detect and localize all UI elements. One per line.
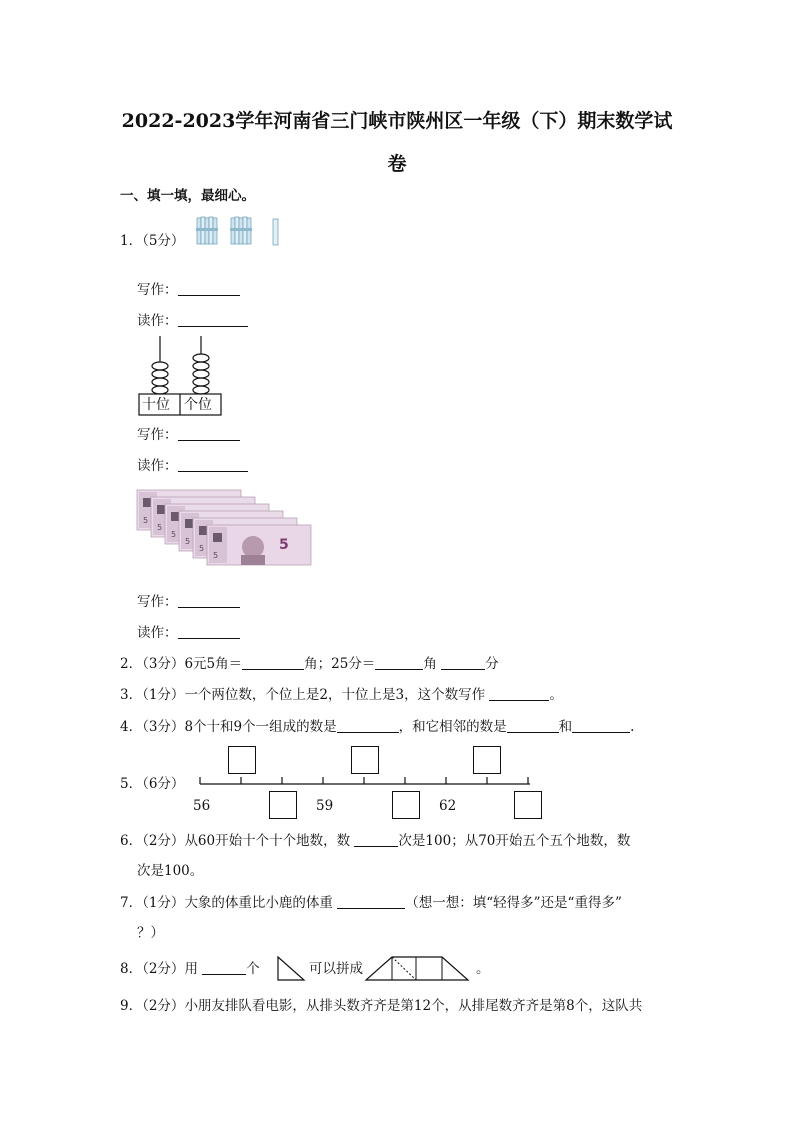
q1-label: 1．（5分） <box>120 233 185 249</box>
right-triangle-shape <box>276 955 306 982</box>
abacus-bead <box>193 378 209 386</box>
single-stick <box>273 219 278 245</box>
q6-line-2: 次是100。 <box>137 863 204 879</box>
q1-write-line-1 <box>137 281 240 299</box>
q4-text: . <box>630 719 635 735</box>
abacus-bead <box>193 386 209 394</box>
q1-write-line-3 <box>137 593 240 611</box>
answer-blank[interactable] <box>178 593 240 608</box>
q4-text: ，和它相邻的数是 <box>398 719 507 735</box>
banknote-5-yuan <box>207 525 311 565</box>
q7-text: 大象的体重比小鹿的体重 <box>184 895 333 911</box>
q3-label: 3．（1分） <box>120 687 185 703</box>
q4-label: 4．（3分） <box>120 719 185 735</box>
q7-line-2: ？） <box>137 925 164 941</box>
answer-blank[interactable] <box>178 281 240 296</box>
q2-text: 角；25分＝ <box>304 656 376 672</box>
q6-label: 6．（2分） <box>120 833 185 849</box>
abacus-bead <box>193 362 209 370</box>
q7-text: （想一想：填“轻得多”还是“重得多” <box>405 895 622 911</box>
stick-bundles-figure <box>195 216 285 246</box>
q1-read-line-1 <box>137 312 248 330</box>
svg-text:5: 5 <box>143 516 149 525</box>
number-line-answer-box[interactable] <box>514 791 542 819</box>
svg-text:5: 5 <box>157 523 163 532</box>
write-label: 写作： <box>137 594 178 610</box>
stick-bundle <box>196 217 218 244</box>
abacus-bead <box>152 362 168 370</box>
answer-blank[interactable] <box>354 832 398 847</box>
q6-text: 次是100；从70开始五个五个地数，数 <box>398 833 631 849</box>
question-2 <box>120 655 499 673</box>
answer-blank[interactable] <box>572 718 630 733</box>
q2-text: 角 <box>423 656 437 672</box>
q8-text: 个 <box>246 961 260 977</box>
write-label: 写作： <box>137 282 178 298</box>
number-line-answer-box[interactable] <box>269 791 297 819</box>
answer-blank[interactable] <box>375 655 423 670</box>
svg-text:5: 5 <box>185 537 191 546</box>
answer-blank[interactable] <box>507 718 559 733</box>
question-7 <box>120 894 622 912</box>
read-label: 读作： <box>137 313 178 329</box>
q4-text: 8个十和9个一组成的数是 <box>184 719 337 735</box>
number-line-answer-box[interactable] <box>473 746 501 774</box>
answer-blank[interactable] <box>178 457 248 472</box>
q8-text: 用 <box>184 961 198 977</box>
number-line-label: 56 <box>193 798 211 814</box>
abacus-bead <box>152 386 168 394</box>
number-line-answer-box[interactable] <box>228 746 256 774</box>
question-9 <box>120 997 642 1015</box>
q2-text: 6元5角＝ <box>184 656 243 672</box>
banknotes-figure <box>137 490 317 576</box>
stick-bundle <box>230 217 252 244</box>
q8-label: 8．（2分） <box>120 961 185 977</box>
q1-read-line-3 <box>137 624 240 642</box>
question-8 <box>120 960 260 978</box>
abacus-bead <box>193 354 209 362</box>
svg-text:5: 5 <box>279 537 289 553</box>
section-heading: 一、填一填，最细心。 <box>120 188 255 204</box>
abacus-bead <box>193 370 209 378</box>
page-title: 2022-2023学年河南省三门峡市陕州区一年级（下）期末数学试 <box>121 110 673 132</box>
answer-blank[interactable] <box>202 960 246 975</box>
abacus-bead <box>152 370 168 378</box>
ones-place-label: 个位 <box>184 397 212 413</box>
trapezoid-composite-shape <box>364 955 472 982</box>
read-label: 读作： <box>137 625 178 641</box>
number-line-label: 62 <box>439 798 457 814</box>
answer-blank[interactable] <box>489 686 549 701</box>
svg-text:5: 5 <box>213 551 219 560</box>
svg-text:5: 5 <box>171 530 177 539</box>
answer-blank[interactable] <box>178 312 248 327</box>
number-line <box>200 775 535 789</box>
answer-blank[interactable] <box>337 718 399 733</box>
number-line-label: 59 <box>316 798 334 814</box>
q1-read-line-2 <box>137 457 248 475</box>
svg-text:5: 5 <box>199 544 205 553</box>
q1-write-line-2 <box>137 426 240 444</box>
q8-end: 。 <box>476 961 490 977</box>
q5-label: 5．（6分） <box>120 776 185 792</box>
number-line-answer-box[interactable] <box>392 791 420 819</box>
q6-text: 从60开始十个十个地数，数 <box>184 833 351 849</box>
write-label: 写作： <box>137 427 178 443</box>
q9-label: 9．（2分） <box>120 998 185 1014</box>
answer-blank[interactable] <box>242 655 304 670</box>
answer-blank[interactable] <box>441 655 485 670</box>
number-line-answer-box[interactable] <box>351 746 379 774</box>
tens-place-label: 十位 <box>142 397 170 413</box>
page-title-continued: 卷 <box>387 153 407 175</box>
question-4 <box>120 718 634 736</box>
question-3 <box>120 686 563 704</box>
q8-text-can-form: 可以拼成 <box>309 961 363 977</box>
q4-text: 和 <box>558 719 573 735</box>
answer-blank[interactable] <box>178 624 240 639</box>
abacus-bead <box>152 378 168 386</box>
q2-text: 分 <box>485 656 499 672</box>
q9-text: 小朋友排队看电影，从排头数齐齐是第12个，从排尾数齐齐是第8个，这队共 <box>184 998 643 1014</box>
answer-blank[interactable] <box>178 426 240 441</box>
q3-text: 。 <box>549 687 563 703</box>
q2-label: 2．（3分） <box>120 656 185 672</box>
question-6 <box>120 832 630 850</box>
read-label: 读作： <box>137 458 178 474</box>
q3-text: 一个两位数，个位上是2，十位上是3，这个数写作 <box>184 687 486 703</box>
answer-blank[interactable] <box>337 894 405 909</box>
q7-label: 7．（1分） <box>120 895 185 911</box>
